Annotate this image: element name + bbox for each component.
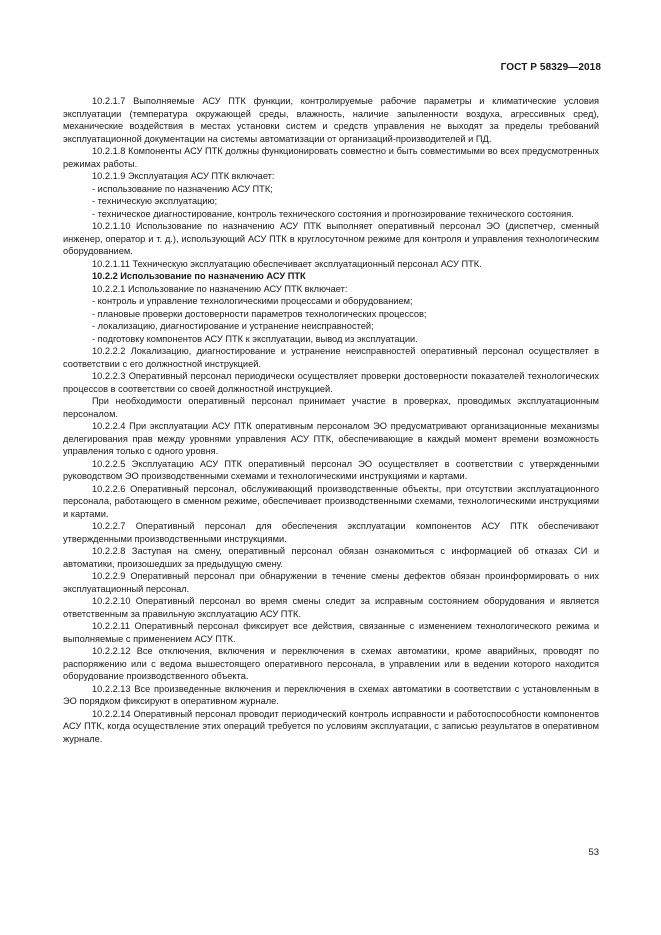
- paragraph-10-2-2-10: 10.2.2.10 Оперативный персонал во время смены следит за исправным состоянием оборудования и является ответственным за правильную эксплуатацию АСУ ПТК.: [63, 596, 599, 619]
- paragraph-10-2-2-1: 10.2.2.1 Использование по назначению АСУ ПТК включает:: [92, 283, 348, 294]
- list-item: - техническое диагностирование, контроль технического состояния и прогнозирование технического состояния.: [92, 208, 574, 219]
- paragraph-10-2-2-3: 10.2.2.3 Оперативный персонал периодически осуществляет проверки достоверности показателей технологических процессов в соответствии со своей должностной инструкцией.: [63, 371, 599, 394]
- paragraph-10-2-2-12: 10.2.2.12 Все отключения, включения и переключения в схемах автоматики, кроме аварийных, проводят по распоряжению или с ведома вышестоящего оперативного персонала, в управлении или в ведении которого находится оборудование производственного объекта.: [63, 646, 599, 681]
- paragraph-10-2-2-8: 10.2.2.8 Заступая на смену, оперативный персонал обязан ознакомиться с информацией об отказах СИ и автоматики, произошедших за предыдущую смену.: [63, 546, 599, 569]
- section-heading-10-2-2: 10.2.2 Использование по назначению АСУ ПТК: [92, 271, 306, 281]
- list-item: - подготовку компонентов АСУ ПТК к эксплуатации, вывод из эксплуатации.: [92, 333, 418, 344]
- list-item: - локализацию, диагностирование и устранение неисправностей;: [92, 321, 374, 331]
- list-item: - контроль и управление технологическими процессами и оборудованием;: [92, 296, 413, 306]
- paragraph-10-2-1-10: 10.2.1.10 Использование по назначению АСУ ПТК выполняет оперативный персонал ЭО (диспетчер, сменный инженер, оператор и т. д.), использующий АСУ ПТК в круглосуточном режиме для контроля и управления технологическим оборудованием.: [63, 221, 599, 256]
- paragraph-10-2-2-2: 10.2.2.2 Локализацию, диагностирование и устранение неисправностей оперативный персонал осуществляет в соответствии с его должностной инструкцией.: [63, 346, 599, 369]
- list-item: - использование по назначению АСУ ПТК;: [92, 183, 273, 194]
- paragraph-10-2-1-9: 10.2.1.9 Эксплуатация АСУ ПТК включает:: [92, 171, 275, 181]
- paragraph-10-2-2-14: 10.2.2.14 Оперативный персонал проводит периодический контроль исправности и работоспособности компонентов АСУ ПТК, когда осуществление этих операций требуется по условиям эксплуатации, с записью результатов в оперативном журнале.: [63, 708, 599, 744]
- paragraph-10-2-2-9: 10.2.2.9 Оперативный персонал при обнаружении в течение смены дефектов обязан проинформировать о них эксплуатационный персонал.: [63, 571, 599, 594]
- paragraph-10-2-2-5: 10.2.2.5 Эксплуатацию АСУ ПТК оперативный персонал ЭО осуществляет в соответствии с утвержденными руководством ЭО производственными схемами и технологическими инструкциями и картами.: [63, 458, 599, 481]
- paragraph-10-2-2-6: 10.2.2.6 Оперативный персонал, обслуживающий производственные объекты, при отсутствии эксплуатационного персонала, работающего в сменном режиме, обеспечивает производственными схемами, технологическими инструкциями и картами.: [63, 483, 599, 519]
- paragraph-10-2-2-13: 10.2.2.13 Все произведенные включения и переключения в схемах автоматики в соответствии с установленным в ЭО порядком фиксируют в оперативном журнале.: [63, 683, 599, 706]
- paragraph-10-2-1-11: 10.2.1.11 Техническую эксплуатацию обеспечивает эксплуатационный персонал АСУ ПТК.: [92, 258, 482, 269]
- list-item: - техническую эксплуатацию;: [92, 196, 218, 206]
- paragraph-10-2-1-7: 10.2.1.7 Выполняемые АСУ ПТК функции, контролируемые рабочие параметры и климатические условия эксплуатации (температура окружающей среды, влажность, наличие запыленности воздуха, агрессивных сред), механические воздействия в местах установки систем и средств управления не выходят за пределы требований эксплуатационной документации на системы автоматизации от организаций-производителей и ПД.: [63, 96, 599, 144]
- paragraph-10-2-2-4: 10.2.2.4 При эксплуатации АСУ ПТК оперативным персоналом ЭО предусматривают организационные механизмы делегирования прав между уровнями управления АСУ ПТК, обеспечивающие в каждый момент времени возможность управления только с одного уровня.: [63, 421, 599, 456]
- document-header: ГОСТ Р 58329—2018: [500, 62, 601, 73]
- list-item: - плановые проверки достоверности параметров технологических процессов;: [92, 308, 427, 319]
- paragraph-note: При необходимости оперативный персонал принимает участие в проверках, проводимых эксплуатационным персоналом.: [63, 396, 599, 419]
- page-number: 53: [588, 847, 599, 858]
- paragraph-10-2-2-7: 10.2.2.7 Оперативный персонал для обеспечения эксплуатации компонентов АСУ ПТК обеспечивают утвержденными производственными инструкциями.: [63, 521, 599, 544]
- document-body: [63, 95, 599, 745]
- paragraph-10-2-2-11: 10.2.2.11 Оперативный персонал фиксирует все действия, связанные с изменением технологического режима и выполняемые с применением АСУ ПТК.: [63, 621, 599, 644]
- paragraph-10-2-1-8: 10.2.1.8 Компоненты АСУ ПТК должны функционировать совместно и быть совместимыми во всех предусмотренных режимах работы.: [63, 146, 599, 169]
